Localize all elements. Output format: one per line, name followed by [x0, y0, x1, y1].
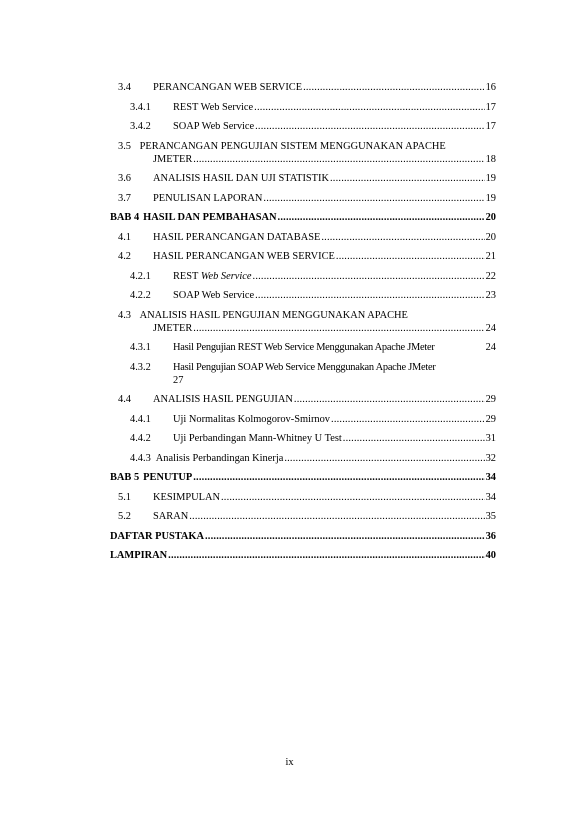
- toc-leader: [255, 120, 484, 133]
- toc-entry-3-6[interactable]: [110, 172, 496, 185]
- toc-page: 36: [485, 530, 496, 542]
- toc-entry-4-3-2[interactable]: [110, 361, 496, 387]
- toc-entry-3-4-1[interactable]: [110, 101, 496, 114]
- toc-page: 24: [485, 342, 496, 353]
- toc-entry-3-5[interactable]: [110, 140, 496, 166]
- toc-title-line2: JMETER: [153, 322, 193, 334]
- toc-page: 19: [485, 173, 496, 184]
- toc-title: Hasil Pengujian REST Web Service Menggunakan Apache JMeter: [173, 342, 435, 353]
- toc-number: 4.2: [118, 251, 131, 262]
- toc-number: 3.6: [118, 173, 131, 184]
- toc-page: 24: [485, 322, 496, 334]
- toc-page: 20: [485, 212, 496, 223]
- toc-number: 4.4.1: [130, 413, 151, 425]
- toc-page: 40: [485, 550, 496, 561]
- toc-leader: [193, 322, 484, 335]
- toc-number: BAB 5: [110, 472, 140, 483]
- toc-leader: [193, 471, 484, 484]
- toc-number: 4.3: [118, 309, 131, 321]
- toc-title: [173, 270, 252, 283]
- toc-number: 3.4.1: [130, 101, 151, 113]
- toc-title: Uji Normalitas Kolmogorov-Smirnov: [173, 413, 331, 425]
- toc-page: 31: [485, 433, 496, 444]
- toc-leader: [221, 491, 485, 504]
- toc-title-line1: Hasil Pengujian SOAP Web Service Menggunakan Apache JMeter: [173, 361, 436, 373]
- toc-title: HASIL DAN PEMBAHASAN: [143, 212, 277, 223]
- toc-page: 21: [485, 251, 496, 262]
- toc-page: 16: [485, 82, 496, 93]
- page-number: ix: [285, 757, 294, 768]
- toc-page: 17: [485, 121, 496, 132]
- toc-page: 29: [485, 394, 496, 405]
- toc-title-line2: 27: [173, 374, 184, 386]
- toc-number: 3.7: [118, 192, 131, 204]
- toc-number: 4.1: [118, 231, 131, 243]
- toc-leader: [343, 432, 485, 445]
- toc-title: DAFTAR PUSTAKA: [110, 530, 204, 542]
- toc-page: 20: [485, 231, 496, 243]
- toc-page: 29: [485, 413, 496, 425]
- toc-entry-4-2-1[interactable]: [110, 270, 496, 283]
- toc-entry-5-1[interactable]: [110, 491, 496, 504]
- toc-entry-4-1[interactable]: [110, 231, 496, 244]
- toc-number: 4.4.2: [130, 433, 151, 444]
- toc-entry-5-2[interactable]: [110, 510, 496, 523]
- toc-title: SOAP Web Service: [173, 121, 255, 132]
- table-of-contents: [110, 81, 496, 569]
- toc-entry-bab-5[interactable]: [110, 471, 496, 484]
- toc-entry-4-4-3[interactable]: [110, 452, 496, 465]
- toc-leader: [253, 270, 485, 283]
- toc-entry-4-4[interactable]: [110, 393, 496, 406]
- toc-entry-4-4-2[interactable]: [110, 432, 496, 445]
- toc-page: 34: [485, 491, 496, 503]
- toc-leader: [330, 172, 485, 185]
- toc-entry-4-3[interactable]: [110, 309, 496, 335]
- toc-leader: [168, 549, 484, 562]
- toc-leader: [294, 393, 485, 406]
- toc-entry-daftar-pustaka[interactable]: [110, 530, 496, 543]
- toc-number: 5.2: [118, 511, 131, 522]
- toc-number: 5.1: [118, 491, 131, 503]
- toc-title: PENUTUP: [143, 472, 193, 483]
- toc-number: 3.5: [118, 140, 131, 152]
- toc-entry-3-7[interactable]: [110, 192, 496, 205]
- toc-title: PERANCANGAN WEB SERVICE: [153, 82, 303, 93]
- toc-entry-4-4-1[interactable]: [110, 413, 496, 426]
- toc-number: 4.2.1: [130, 270, 151, 282]
- toc-title: PENULISAN LAPORAN: [153, 192, 263, 204]
- toc-number: 4.2.2: [130, 290, 151, 301]
- toc-number: 4.4.3: [130, 452, 151, 464]
- toc-leader: [189, 510, 484, 523]
- toc-entry-lampiran[interactable]: [110, 549, 496, 562]
- toc-title: HASIL PERANCANGAN WEB SERVICE: [153, 251, 335, 262]
- toc-title: Uji Perbandingan Mann-Whitney U Test: [173, 433, 342, 444]
- toc-title-italic: Web Service: [200, 270, 252, 282]
- toc-title-line1: ANALISIS HASIL PENGUJIAN MENGGUNAKAN APACHE: [139, 309, 408, 321]
- toc-entry-4-2-2[interactable]: [110, 289, 496, 302]
- toc-leader: [254, 101, 484, 114]
- toc-leader: [205, 530, 485, 543]
- toc-page: 17: [485, 101, 496, 113]
- toc-page: 18: [485, 153, 496, 165]
- toc-title: SARAN: [153, 511, 189, 522]
- toc-entry-3-4[interactable]: [110, 81, 496, 94]
- toc-number: 4.3.1: [130, 342, 151, 353]
- toc-page: 32: [485, 452, 496, 464]
- toc-title: SOAP Web Service: [173, 290, 255, 301]
- toc-number: BAB 4: [110, 212, 140, 223]
- toc-number: 3.4: [118, 82, 131, 93]
- toc-title: LAMPIRAN: [110, 550, 168, 561]
- toc-leader: [303, 81, 485, 94]
- toc-page: 23: [485, 290, 496, 301]
- toc-title-line2: JMETER: [153, 153, 193, 165]
- toc-leader: [336, 250, 485, 263]
- toc-page: 35: [485, 511, 496, 522]
- toc-title: ANALISIS HASIL PENGUJIAN: [153, 394, 293, 405]
- toc-leader: [278, 211, 485, 224]
- toc-entry-3-4-2[interactable]: [110, 120, 496, 133]
- toc-entry-4-2[interactable]: [110, 250, 496, 263]
- toc-title: HASIL PERANCANGAN DATABASE: [153, 231, 321, 243]
- toc-title-plain: REST: [173, 270, 201, 282]
- toc-leader: [284, 452, 484, 465]
- toc-page: 19: [485, 192, 496, 204]
- toc-number: 4.4: [118, 394, 131, 405]
- toc-title: Analisis Perbandingan Kinerja: [155, 452, 284, 464]
- toc-leader: [255, 289, 484, 302]
- toc-title-line1: PERANCANGAN PENGUJIAN SISTEM MENGGUNAKAN APACHE: [139, 140, 446, 152]
- toc-title: REST Web Service: [173, 101, 254, 113]
- toc-entry-bab-4[interactable]: [110, 211, 496, 224]
- toc-title: KESIMPULAN: [153, 491, 220, 503]
- toc-leader: [331, 413, 485, 426]
- toc-leader: [321, 231, 484, 244]
- toc-number: 3.4.2: [130, 121, 151, 132]
- toc-leader: [193, 153, 484, 166]
- toc-number: 4.3.2: [130, 361, 151, 373]
- toc-leader: [263, 192, 484, 205]
- toc-title: ANALISIS HASIL DAN UJI STATISTIK: [153, 173, 329, 184]
- toc-page: 34: [485, 472, 496, 483]
- toc-page: 22: [485, 270, 496, 282]
- toc-entry-4-3-1[interactable]: [110, 341, 496, 354]
